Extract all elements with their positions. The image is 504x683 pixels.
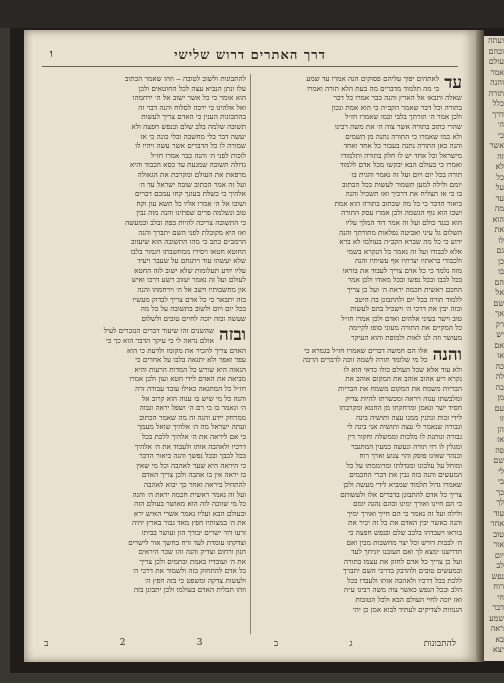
text-line: והנה	[490, 78, 504, 87]
text-line: אור	[493, 540, 504, 549]
text-line: וזהו תכלית האדם בעולמו ולכן יתבונן בזה	[133, 585, 246, 595]
text-line: ה׳ ונאמר בו כי רם ה׳ ושפל יראה וגבוה	[139, 403, 246, 413]
page-footer	[44, 638, 456, 652]
text-line: צריך כל אדם להתבונן בדברים אלו ולעשותם	[340, 489, 462, 499]
text-line: ושבו הוא גוף הנשמה ולכן אמרו עסק התורה	[341, 208, 462, 218]
text-line: מה	[494, 204, 504, 213]
text-line: אחר	[490, 519, 504, 528]
text-line: וצדקתו עומדת לעד זרח בחשך אור לישרים	[128, 537, 246, 547]
text-line: חי	[497, 592, 504, 602]
text-line: ובזה יבין את דרכי ה׳ וישכיל בהם לעשות	[350, 304, 462, 314]
text-line: לה	[495, 372, 504, 381]
text-line: אמר	[490, 67, 504, 77]
text-line: ולא כמו שאמרו כי התורה נתנה מן השמים	[345, 131, 462, 141]
text-line: כל	[496, 172, 504, 182]
text-line: טוב וישר בעיני אלהים ואדם ולכן אמרו חז״ל	[341, 313, 462, 323]
text-line: שם	[493, 298, 504, 308]
text-line: וגבורה שנאמר לי עצה ותושיה אני בינה לי	[347, 422, 462, 432]
text-line: יצא	[492, 645, 504, 654]
text-line: כי היראה היא שער לאהבה וכל מי שאין	[136, 460, 246, 470]
text-line: יעשה דבר בלי מחשבה ובלי כונה כי אז	[140, 131, 246, 141]
text-line: השלום גל עיני ואביטה נפלאות מתורתך והנה	[339, 227, 462, 237]
text-line: בא	[495, 634, 504, 644]
text-line: עד	[495, 193, 504, 203]
text-line: לידי זכות ונהנין ממנו עצה ותושיה בינה	[355, 412, 462, 422]
text-line: נקרא ריע אהוב אוהב את המקום אוהב את	[345, 374, 462, 384]
text-line: ולא עוד אלא שכל העולם כולו כדאי הוא לו	[343, 364, 462, 374]
text-line: ואמרו כי בעולם הבא יבקשו מכל אדם ללמוד	[339, 160, 462, 170]
text-line: ולכבודי בראתיו יצרתיו אף עשיתיו והנה	[354, 256, 462, 266]
text-line: אלא לכבודו ועל זה נאמר כל הנקרא בשמי	[346, 246, 462, 256]
text-line: דרכיו ולאהבה אותו ולעבוד את ה׳ אלהיך	[134, 441, 246, 451]
signature-mark: ג	[349, 639, 353, 649]
text-line: שמורה לו כל הדברים אשר עשה ויהיו לו	[135, 141, 246, 151]
text-line: טוב ונשלמה פרים שפתינו והנה מזה נבין	[136, 208, 246, 218]
text-line: ומוחל על עלבונו ומגדלתו ומרוממתו על כל	[346, 460, 462, 470]
text-line: ולעשות צדקה ומשפט כי בזה חפץ ה׳	[144, 575, 246, 585]
text-line: מעושר וזה לנו לאות ולמופת והוא העיקר	[351, 333, 462, 343]
folio-number: ו	[50, 47, 53, 60]
text-line: הגאוה היא שורש כל המדות הרעות והיא	[134, 364, 246, 374]
text-line: ועתה	[487, 36, 504, 45]
text-line: תדרשנו ימצא לך ואם תעזבנו יזניחך לעד	[351, 547, 462, 557]
text-line: כל מי שלומד תורה לשמה זוכה לדברים הרבה	[302, 355, 428, 365]
text-line: הגנוזות לצדיקים לעתיד לבוא אמן כן יהי	[352, 604, 462, 614]
text-line: והנה כאן התורה נתנה בעבור כל אחד ואחד	[343, 141, 462, 151]
signature-mark: ב	[273, 639, 279, 649]
text-line: כי הם חיינו ואורך ימינו ובהם נהגה יומם	[353, 499, 462, 509]
text-line: ללכת בכל דרכיו ולאהבה אותו ולעבדו בכל	[347, 575, 462, 585]
text-line: ולילה ועל זה נאמר כי הם חייך ואורך ימיך	[347, 508, 462, 518]
text-line: זו	[499, 414, 504, 423]
book-page	[24, 30, 476, 662]
text-line: ולכן אמר ה׳ תורתך בלבי וכמו שאמרו חז״ל	[344, 112, 462, 122]
text-line: עולם	[488, 57, 504, 66]
text-line: את ה׳ במצותיו חפץ מאד גבור בארץ יהיה	[131, 518, 246, 528]
text-line: אל	[495, 288, 504, 297]
text-line: ובהם	[488, 46, 504, 56]
text-line: ואז יזכה לחיי העולם הבא ולכל הטובות	[355, 595, 462, 605]
text-line: נפש	[491, 571, 504, 581]
text-line: בכל לבבך ובכל נפשך והנה ביאור הדבר	[139, 451, 246, 461]
text-line: ועל זה אמר הכתוב שובה ישראל עד ה׳	[139, 179, 246, 189]
signature-mark: ב	[44, 639, 49, 649]
text-line: ושובו אל ה׳ אמרו אליו כל תשא עון וקח	[136, 198, 246, 208]
text-line: ה׳ לבבות דורש וכל יצר מחשבות מבין ואם	[346, 537, 462, 547]
text-line: כל אדם להתחזק בזה ולשמור את דרכי ה׳	[132, 566, 246, 576]
text-line: זרעו דור ישרים יבורך הון ועושר בביתו	[141, 527, 246, 537]
text-line: ללמוד תורה בכל יום ולהתבונן בה היטב	[354, 294, 462, 304]
text-line: עם	[494, 403, 504, 413]
text-line: הלב ובכל הנפש כאשר צוה משה רבינו ע״ה	[343, 585, 462, 595]
text-line: כי התשובה צריכה להיות בפה ובלב ובמעשה	[125, 217, 246, 227]
text-line: ה׳	[497, 120, 504, 129]
text-line: עלו ונתן הנביא עצה לכל החוטאים ולכן	[138, 83, 246, 93]
text-line: שם	[493, 456, 504, 465]
text-line: פה	[495, 445, 504, 455]
text-line: בכל לבבו ובכל נפשו ובכל מאודו ולכן אמר	[347, 275, 462, 285]
column-divider	[250, 74, 251, 634]
text-line: עוד	[493, 508, 504, 518]
text-line: גם	[496, 246, 504, 255]
text-line: בה	[495, 382, 504, 392]
text-line: עליו יודע תעלומות שלא ישוב לזה החטא	[134, 265, 246, 275]
running-title: דרך האתרים דרוש שלישי	[174, 48, 326, 63]
top-shadow	[0, 0, 504, 28]
text-line: לעולם ועל זה נאמר יעזוב רשע דרכו ואיש	[131, 275, 246, 285]
initial-word: עד	[444, 74, 462, 93]
text-line: ביאור הדבר כי כל מה שכתוב בתורה הוא אמת	[334, 198, 462, 208]
right-column	[254, 74, 462, 639]
book	[10, 28, 504, 673]
text-line: הוא כנגד כולם ועל זה אמר דוד המלך עליו	[345, 217, 462, 227]
text-line: כי אם ליראה את ה׳ אלהיך ללכת בכל	[141, 431, 246, 441]
text-line: ועתה ישראל מה ה׳ אלהיך שואל מעמך	[137, 422, 246, 432]
text-line: אלו הם חמשה דברים שאמרו חז״ל בגמרא כי	[304, 345, 428, 355]
text-line: מישראל וכל אחד יש לו חלק בתורה ותלמודו	[340, 150, 462, 160]
text-line: לב	[496, 561, 504, 570]
text-line: זה	[497, 151, 504, 161]
text-line: בתורה וכל דבר שאמר הקב״ה כי הוא אמת ונכון	[331, 102, 462, 112]
signature-mark: 2	[119, 638, 126, 648]
text-line: ומגלין לו רזי תורה ונעשה כמעין המתגבר	[351, 441, 462, 451]
text-line: בו כי אז תצליח את דרכיך ואז תשכיל והנה	[345, 189, 462, 199]
text-line: שהרי כתוב בתורה אשר צוה ה׳ את משה רבינו	[334, 121, 462, 131]
right-column-text-b	[254, 346, 462, 615]
section-initial-word-left: ובזה	[218, 325, 246, 346]
text-line: להתחיל ביראה ואחר כך יבוא לאהבה	[143, 479, 246, 489]
text-line: הבריות משמח את המקום משמח את הבריות	[338, 384, 462, 393]
text-line: וכנהר שאינו פוסק והוי צנוע וארך רוח	[359, 451, 462, 461]
text-line: חסיד ישר ונאמן ומרחקתו מן החטא ומקרבתו	[339, 403, 462, 413]
left-column-text	[38, 74, 246, 323]
text-line: כלל	[492, 99, 504, 108]
text-line: את	[494, 225, 504, 234]
text-line: הם	[494, 277, 504, 287]
facing-page-edge	[484, 36, 504, 661]
text-line: והנה כאשר יבין האדם את כל זה יכיר את	[348, 518, 462, 528]
text-line: בכל יום ויום ולשוב בתשובה על כל מה	[140, 304, 246, 314]
text-line: אם	[494, 340, 504, 350]
text-line: יום	[494, 550, 504, 560]
text-line: לאתהים יפוך עליהם פסוקים הנה אמרו עד שמע	[306, 74, 440, 83]
text-line: בהתבונות הענין כי האדם צריך לעשות	[141, 112, 246, 122]
text-line: שאמרו גדול תלמוד שמביא לידי מעשה ולכן	[343, 479, 462, 489]
text-line: יש	[496, 330, 504, 339]
text-line: ועל כן צריך כל אדם לחזק את עצמו בתורה	[343, 556, 462, 566]
text-line: המעשים והנה בזה נבין את דברי החכמים	[349, 470, 462, 480]
text-line: ובמעשים טובים ולהדבק בדרכי השם יתברך	[343, 566, 462, 576]
text-line: יומם ולילה למען תשמור לעשות ככל הכתוב	[342, 179, 462, 189]
running-header	[42, 44, 458, 67]
text-line: שהשנים זהו שיעור דברים הנזכרים לעיל	[103, 326, 214, 336]
text-line: גבורה ונותנת לו מלכות וממשלה וחקור דין	[347, 431, 462, 441]
text-line: תורה בכל יום ויום ועל זה נאמר והגית בו	[351, 169, 462, 179]
text-line: לך	[496, 498, 504, 507]
text-line: דבר	[492, 603, 504, 612]
left-column-text-b	[38, 326, 246, 595]
section-initial-word: והנה	[432, 344, 462, 365]
text-line: את ה׳ ועובדיו באמת ובתמים ולכן צריך	[139, 556, 246, 566]
text-line: על	[495, 183, 504, 192]
text-line: כן	[498, 256, 504, 266]
text-line: לו	[498, 235, 504, 245]
text-line: תשובה שלמה בלב שלם ובנפש חפצה ולא	[131, 121, 246, 131]
text-line: ואז היא מקובלת לפני השם יתברך והנה	[138, 227, 246, 237]
catchword: להתבונות	[423, 639, 456, 649]
text-line: רוח	[493, 582, 504, 591]
text-line: מביאה את האדם לידי חטא ועון ולכן אמרו	[129, 374, 246, 384]
text-line: ראה	[490, 624, 504, 633]
text-line: כל המקיים את התורה מעוני סופו לקיימה	[348, 323, 462, 333]
text-line: הן	[497, 424, 504, 434]
text-line: ובעולם הבא ועליו נאמר אשרי האיש ירא	[133, 508, 246, 518]
text-line: אך	[495, 309, 504, 318]
text-line: חז״ל כל המתגאה כאילו עובד עבודה זרה	[135, 384, 246, 393]
text-line: להתבונות ולשוב לטובה ‒ וזהו שאמר הכתוב	[124, 74, 246, 83]
text-line: הרמב״ם כתב כי מהו התשובה הוא שיעזוב	[131, 237, 246, 247]
text-line: און מחשבותיו וישב אל ה׳ וירחמהו והנה	[137, 285, 246, 295]
text-line: שאלה ותבאו אל הארץ והנה כבר אמרו כל דבר	[333, 93, 462, 103]
text-line: כך	[496, 487, 504, 497]
text-line: אז	[496, 435, 504, 444]
text-line: ועל זה נאמר ראשית חכמה יראת ה׳ והנה	[132, 489, 246, 499]
text-line: או	[497, 351, 504, 360]
text-line: בזה יתבאר כי כל אדם צריך לבדוק מעשיו	[132, 294, 246, 304]
text-line: אולם נראה לי כי עיקר הדבר הוא כך כי	[106, 336, 214, 346]
text-line: הוא	[492, 214, 504, 224]
text-line: שלא יעשהו עוד ויתנחם על שעבר ויעיד	[137, 256, 246, 266]
text-line: שמע	[489, 613, 504, 623]
text-line: כי מה תלמוד מדברים מה בעת הלא תורה ואמרו	[306, 83, 440, 93]
text-line: שעשה ובזה יזכה לחיים טובים ולשלום	[141, 313, 246, 323]
text-line: הוא אומר כי כל אשר ישוב אל ה׳ ירחמהו	[132, 93, 246, 103]
text-line: דרך	[492, 109, 504, 119]
text-line: מזה נלמד כי כל אדם צריך לעבוד את בוראו	[342, 265, 462, 275]
text-line: ממרחק יידע והנה זה מה שאמר הכתוב	[139, 412, 246, 422]
text-line: כה	[495, 361, 504, 371]
facing-page-text	[484, 36, 504, 656]
text-line: ואל אלהינו כי ירבה לסלוח והנה דבר זה	[138, 102, 246, 112]
text-line: אלהיך כי כשלת בעונך קחו עמכם דברים	[134, 189, 246, 199]
text-line: ידוע כי כל מה שברא הקב״ה בעולמו לא ברא	[339, 237, 462, 247]
text-line: אשר	[489, 141, 504, 150]
text-line: תורה	[488, 88, 504, 98]
text-line: מרפאת את העולם ומקרבת את הגאולה	[137, 169, 246, 179]
text-line: לא	[495, 162, 504, 171]
text-line: רק	[495, 319, 504, 329]
text-line: והנה כל מי שיש בו ענוה הוא קרוב אל	[141, 393, 246, 403]
right-column-text	[254, 74, 462, 343]
text-line: החכם ראשית חכמה יראת ה׳ ועל כן צריך	[347, 285, 462, 295]
text-line: כל מי שזוכה לזה הוא מאושר בעולם הזה	[134, 499, 246, 509]
text-line: חנון ורחום וצדיק והנה זהו שכר היראים	[138, 547, 246, 557]
text-line: לזכות לפני ה׳ והנה כבר אמרו חז״ל	[150, 150, 246, 160]
text-line: ומלבשתו ענוה ויראה ומכשרתו להיות צדיק	[345, 393, 462, 403]
text-line: טוב	[493, 529, 504, 539]
left-column	[38, 74, 246, 639]
text-line: בו יראה אין בו אהבה ולכן צריך האדם	[141, 470, 246, 480]
text-line: לי	[498, 466, 504, 476]
book-gutter	[476, 30, 484, 662]
text-line: בי	[498, 477, 504, 486]
text-line: כי	[497, 130, 504, 140]
text-line: האדם צריך להכיר את מקומו ולדעת כי הוא	[126, 345, 246, 355]
text-line: בו	[498, 267, 504, 276]
text-line: עפר ואפר ולא יתגאה בלבו על אחרים כי	[135, 355, 246, 365]
text-line: גדולה תשובה שמגעת עד כסא הכבוד והיא	[130, 160, 246, 170]
text-line: החוטא חטאו ויסירו ממחשבתו ויגמור בלבו	[130, 246, 246, 256]
text-line: מן	[497, 393, 504, 402]
signature-mark: 3	[196, 638, 203, 648]
text-line: בוראו ויעבדהו בלבב שלם ובנפש חפצה כי	[348, 527, 462, 537]
